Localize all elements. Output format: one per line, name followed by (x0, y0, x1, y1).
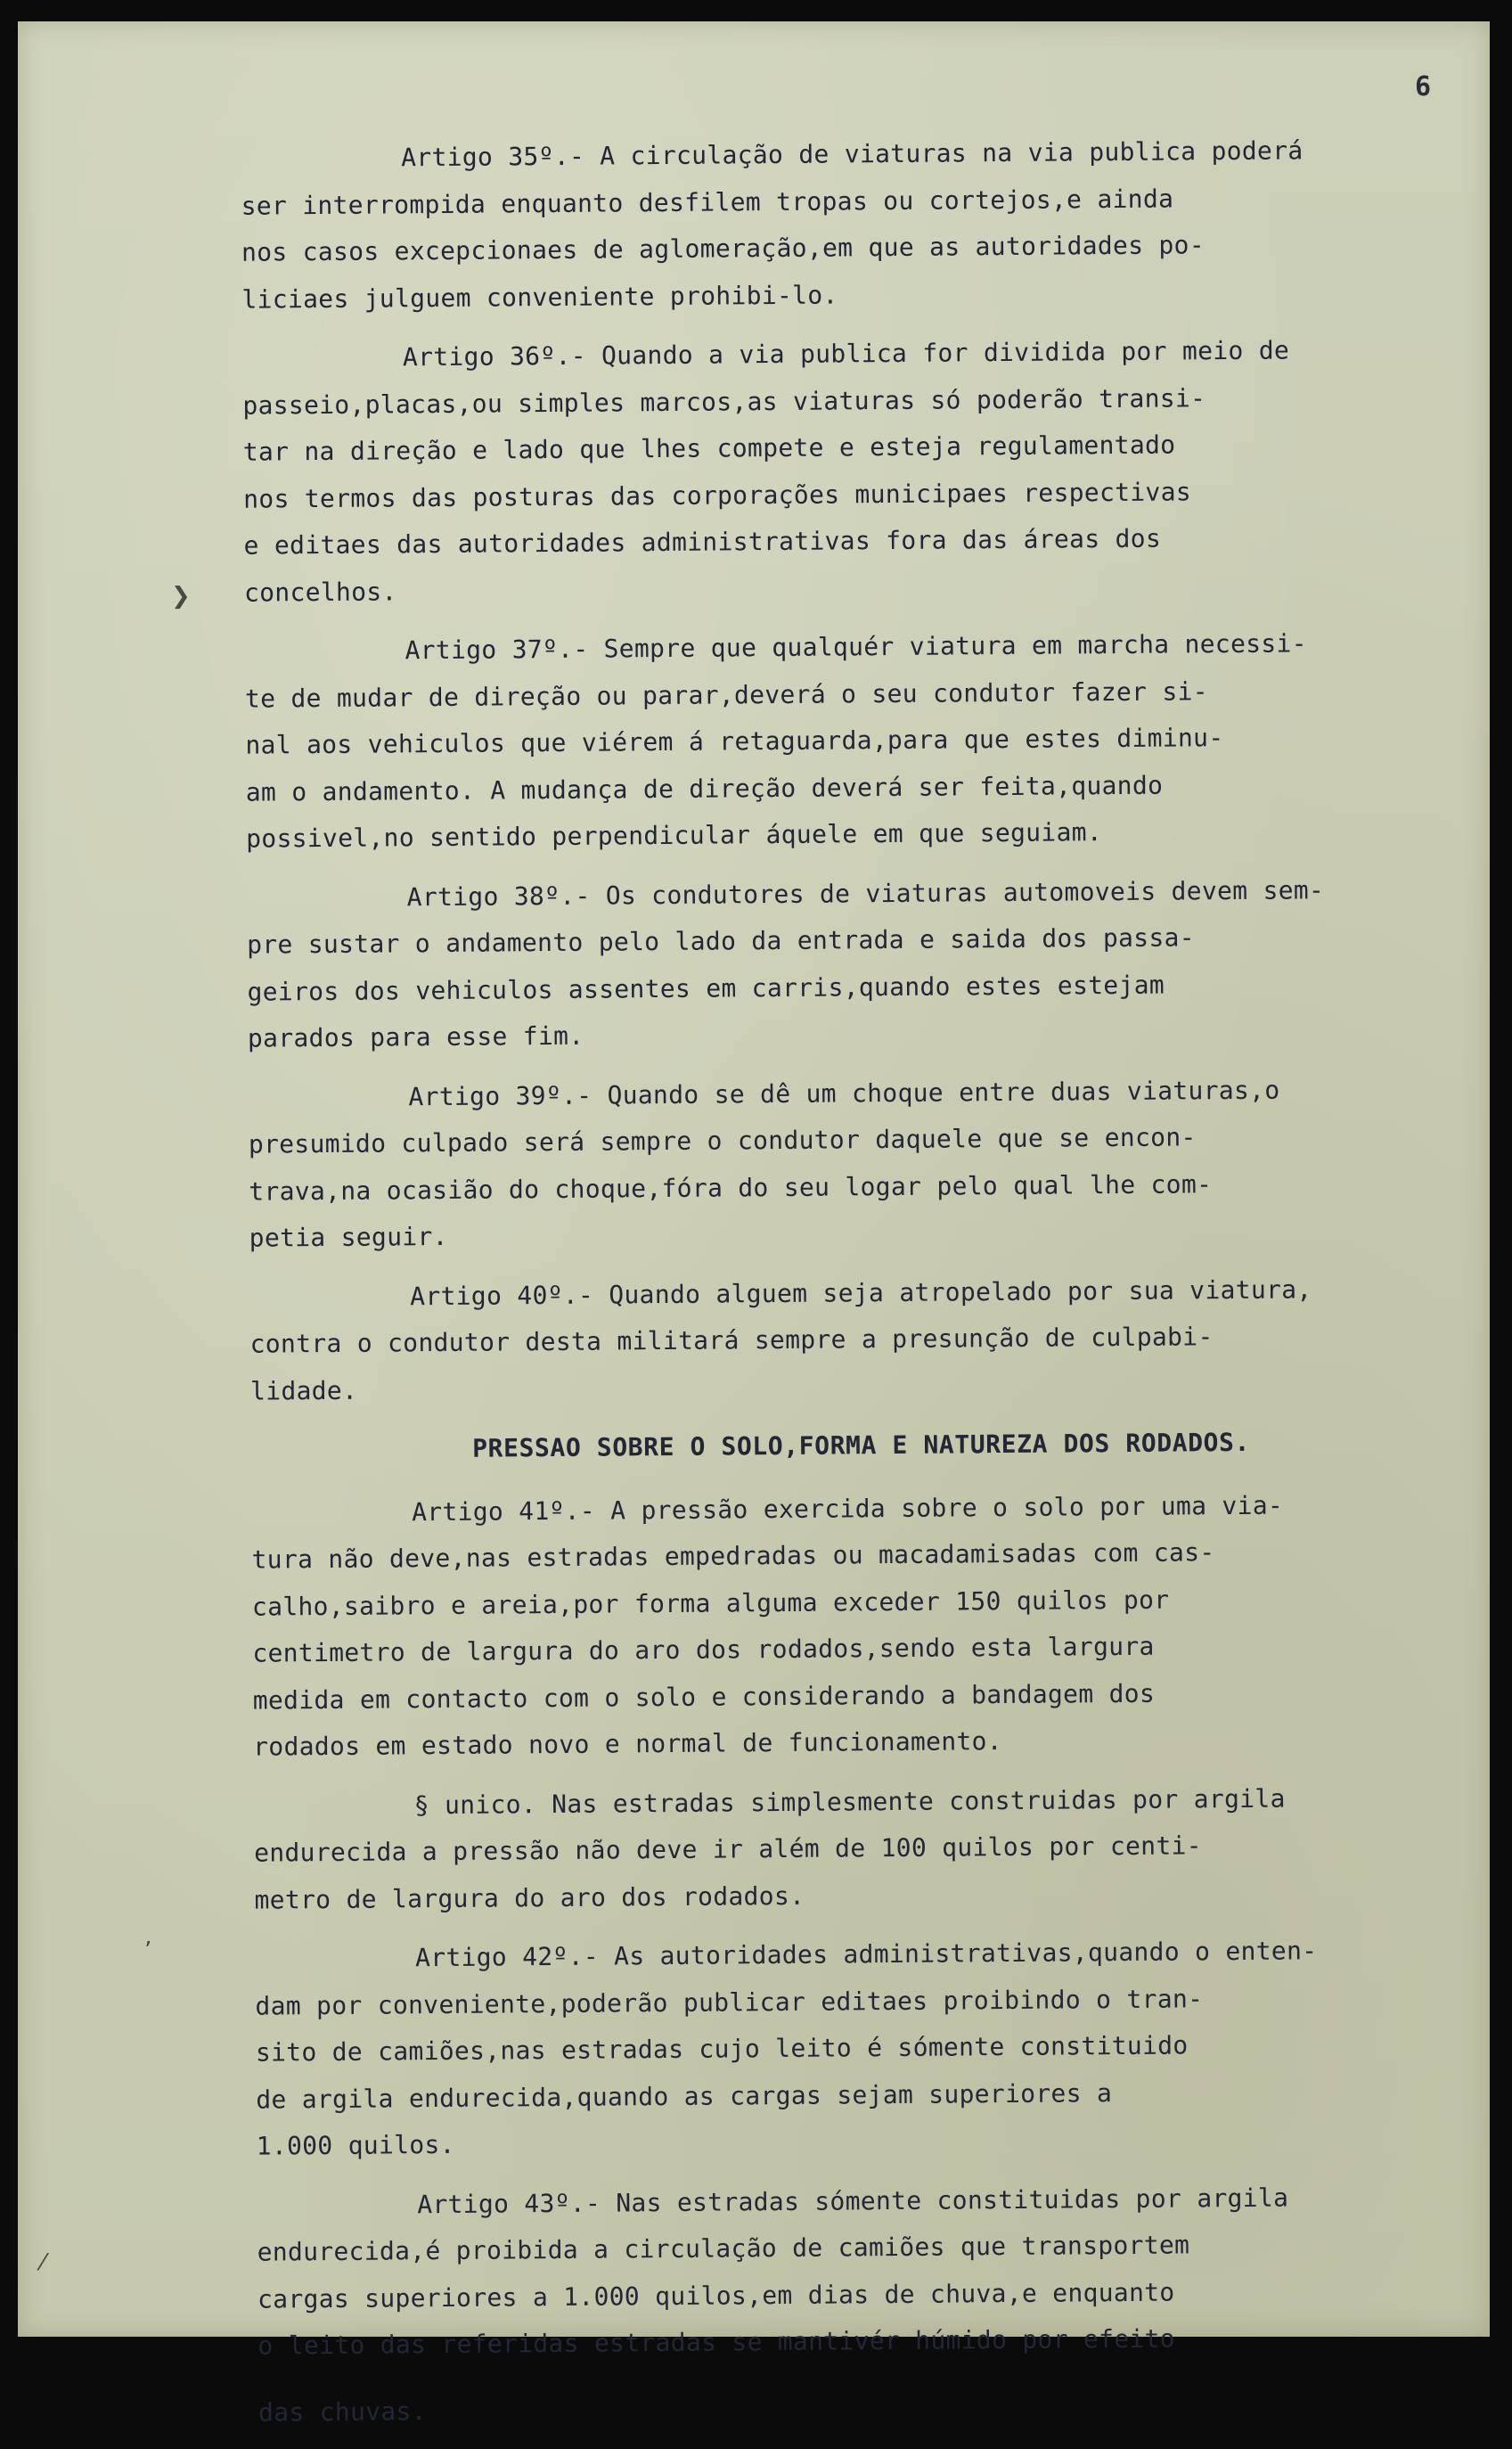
paragraph-artigo-40 (249, 1265, 1471, 1414)
paragraph-artigo-35 (241, 127, 1463, 323)
text-line: nos casos excepcionaes de aglomeração,em que as autoridades po- (241, 230, 1206, 267)
text-line: concelhos. (243, 576, 397, 608)
text-line: cargas superiores a 1.000 quilos,em dias de chuva,e enquanto (257, 2277, 1175, 2314)
text-line: calho,saibro e areia,por forma alguma exceder 150 quilos por (251, 1585, 1170, 1622)
text-line: das chuvas. (257, 2396, 427, 2428)
paper-speck: ٬ (144, 1937, 152, 1964)
text-line: trava,na ocasião do choque,fóra do seu logar pelo qual lhe com- (249, 1168, 1213, 1207)
text-line: tura não deve,nas estradas empedradas ou macadamisadas com cas- (251, 1537, 1215, 1575)
text-line: nos termos das posturas das corporações municipaes respectivas (243, 476, 1192, 514)
text-line: rodados em estado novo e normal de funcionamento. (253, 1726, 1003, 1762)
text-line: o leito das referidas estradas se mantivér húmido por efeito (257, 2323, 1176, 2361)
text-line: passeio,placas,ou simples marcos,as viaturas só poderão transi- (242, 382, 1206, 421)
text-line: tar na direção e lado que lhes compete e esteja regulamentado (242, 430, 1176, 467)
text-line: Artigo 38º.- Os condutores de viaturas automoveis devem sem- (406, 874, 1325, 912)
text-line: centimetro de largura do aro dos rodados,sendo esta largura (252, 1631, 1155, 1668)
text-line: geiros dos vehiculos assentes em carris,quando estes estejam (247, 970, 1165, 1007)
text-line: Artigo 39º.- Quando se dê um choque entre duas viaturas,o (408, 1075, 1280, 1111)
text-line: liciaes julguem conveniente prohibi-lo. (241, 279, 838, 315)
text-line: medida em contacto com o solo e considerando a bandagem dos (252, 1678, 1156, 1716)
text-line: contra o condutor desta militará sempre a presunção de culpabi- (249, 1322, 1214, 1359)
page-number: 6 (1414, 71, 1431, 102)
paragraph-paragrafo-unico (254, 1773, 1475, 1923)
text-line: presumido culpado será sempre o condutor daquele que se encon- (248, 1122, 1197, 1159)
text-line: ser interrompida enquanto desfilem tropas ou cortejos,e ainda (241, 183, 1174, 221)
text-line: § unico. Nas estradas simplesmente construidas por argila (413, 1783, 1286, 1820)
text-line: Artigo 37º.- Sempre que qualquér viatura em marcha necessi- (405, 628, 1307, 666)
text-line: Artigo 43º.- Nas estradas sómente constituidas por argila (417, 2183, 1289, 2219)
text-line: petia seguir. (249, 1221, 448, 1253)
text-line: dam por conveniente,poderão publicar editaes proibindo o tran- (255, 1983, 1204, 2021)
section-heading: PRESSAO SOBRE O SOLO,FORMA E NATUREZA DOS RODADOS. (472, 1427, 1251, 1463)
text-line: possivel,no sentido perpendicular áquele em que seguiam. (246, 817, 1103, 854)
text-line: Artigo 41º.- A pressão exercida sobre o solo por uma via- (412, 1490, 1284, 1527)
paper-speck: ⁄ (41, 2249, 45, 2276)
text-line: Artigo 42º.- As autoridades administrativas,quando o enten- (414, 1936, 1318, 1973)
text-line: metro de largura do aro dos rodados. (254, 1880, 805, 1915)
paragraph-artigo-43 (257, 2173, 1479, 2436)
text-line: de argila endurecida,quando as cargas sejam superiores a (256, 2077, 1113, 2115)
paragraph-artigo-42 (255, 1927, 1477, 2170)
text-line: Artigo 35º.- A circulação de viaturas na via publica poderá (401, 135, 1304, 173)
typed-text-block (241, 127, 1479, 2448)
text-line: 1.000 quilos. (256, 2129, 455, 2161)
text-line: Artigo 36º.- Quando a via publica for dividida por meio de (402, 335, 1290, 373)
paragraph-artigo-38 (247, 865, 1469, 1061)
text-line: te de mudar de direção ou parar,deverá o seu condutor fazer si- (244, 676, 1208, 714)
text-line: am o andamento. A mudança de direção deverá ser feita,quando (245, 770, 1164, 807)
text-line: lidade. (249, 1375, 358, 1406)
paragraph-artigo-39 (248, 1065, 1470, 1261)
text-line: nal aos vehiculos que viérem á retaguarda,para que estes diminu- (245, 723, 1224, 760)
paragraph-artigo-36 (242, 326, 1465, 616)
text-line: Artigo 40º.- Quando alguem seja atropelado por sua viatura, (410, 1274, 1312, 1311)
text-line: sito de camiões,nas estradas cujo leito é sómente constituido (255, 2030, 1189, 2068)
text-line: e editaes das autoridades administrativas fora das áreas dos (243, 523, 1162, 561)
text-line: endurecida a pressão não deve ir além de 100 quilos por centi- (254, 1831, 1202, 1868)
paper-speck: ❯ (171, 583, 191, 610)
document-page (18, 21, 1490, 2428)
text-line: pre sustar o andamento pelo lado da entrada e saida dos passa- (247, 922, 1195, 960)
text-line: endurecida,é proibida a circulação de camiões que transportem (257, 2230, 1190, 2267)
text-line: parados para esse fim. (247, 1020, 584, 1053)
paragraph-artigo-41 (251, 1480, 1474, 1770)
paragraph-artigo-37 (244, 619, 1467, 863)
